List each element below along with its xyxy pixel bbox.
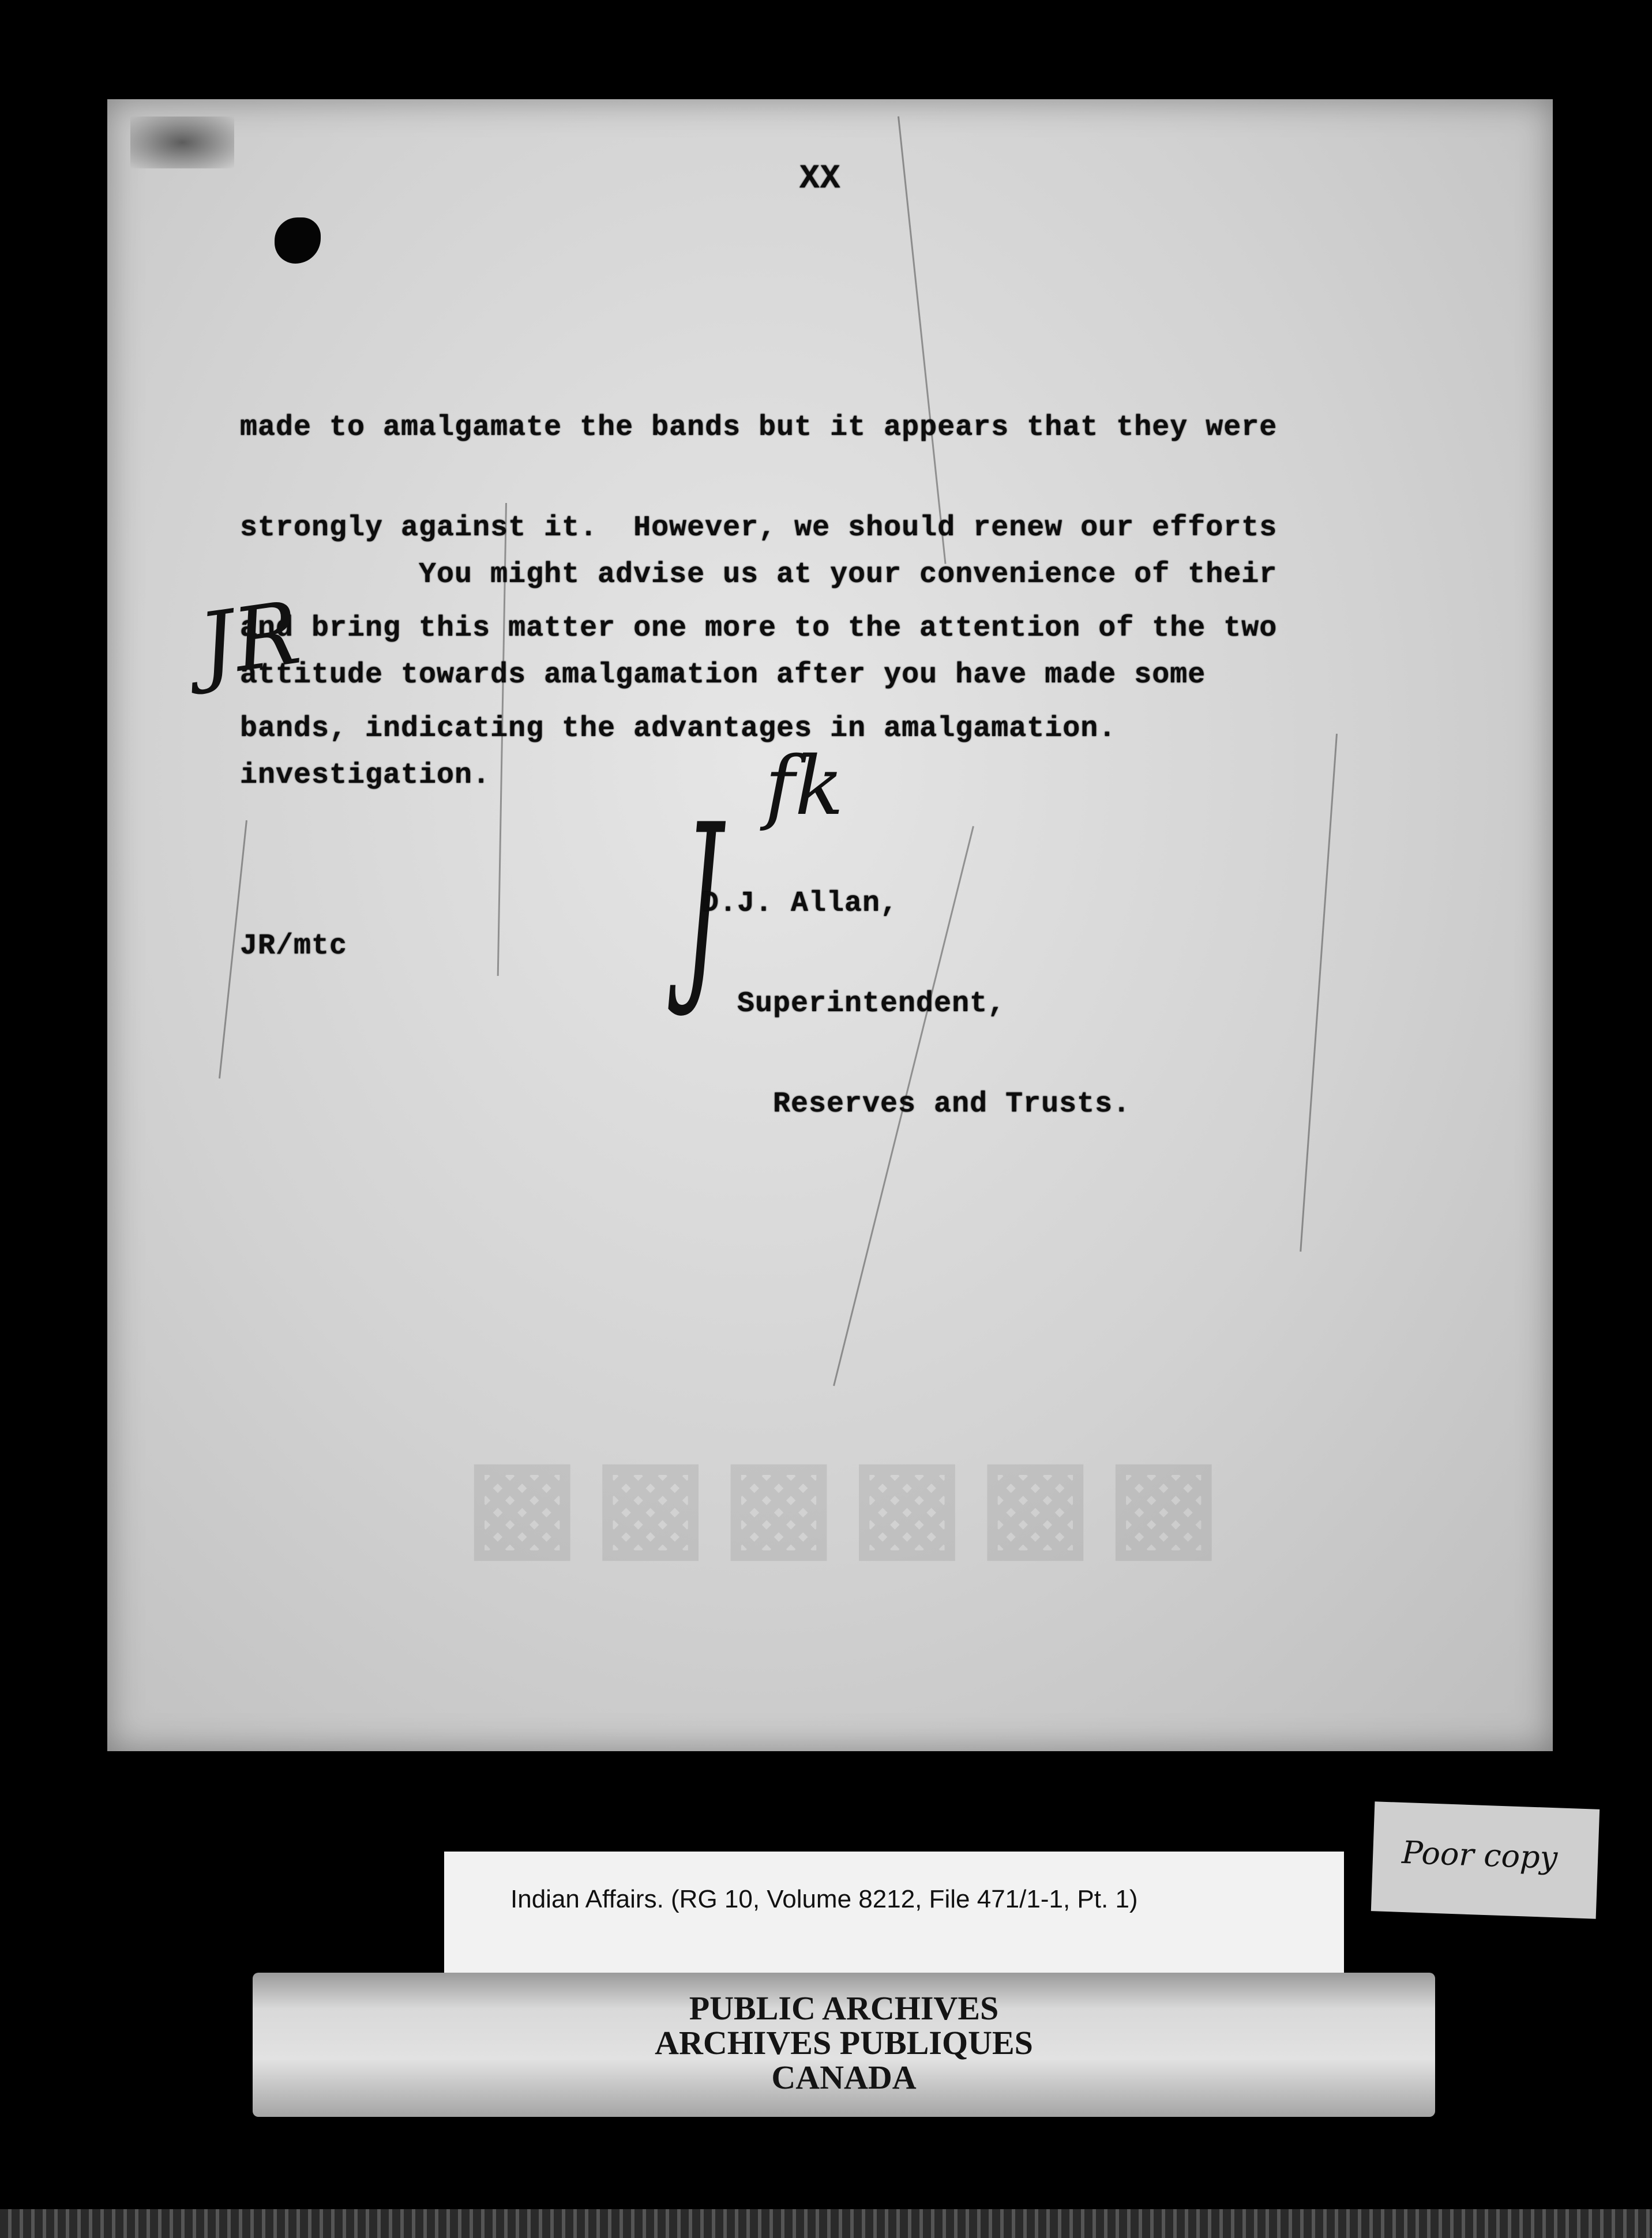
letter-paragraph-2 [240, 491, 1277, 859]
film-strip-edge [0, 2209, 1652, 2238]
stamp-line: CANADA [771, 2059, 917, 2096]
page-number: XX [799, 160, 841, 198]
film-scratch [1300, 734, 1338, 1252]
faint-watermark: ▩▩▩▩▩▩ [465, 1435, 1235, 1570]
text-line: You might advise us at your convenience of their [240, 558, 1278, 591]
signer-department: Reserves and Trusts. [701, 1088, 1131, 1121]
typist-initials: JR/mtc [240, 930, 348, 963]
text-line: strongly against it. However, we should renew our efforts [240, 512, 1278, 545]
text-line: investigation. [240, 759, 491, 792]
stamp-line: ARCHIVES PUBLIQUES [655, 2024, 1033, 2061]
poor-copy-text: Poor copy [1401, 1834, 1559, 1876]
handwritten-signature-initial: fk [765, 739, 844, 833]
text-line: made to amalgamate the bands but it appears that they were [240, 411, 1278, 444]
signature-block [701, 820, 1131, 1188]
archive-reference-label [444, 1852, 1344, 1990]
ink-smudge [130, 117, 234, 168]
archive-reference-text: Indian Affairs. (RG 10, Volume 8212, File 471/1-1, Pt. 1) [510, 1885, 1138, 1913]
archive-stamp [253, 1991, 1435, 2095]
ink-blot [275, 217, 321, 264]
signer-name: D.J. Allan, [701, 887, 899, 920]
signer-title: Superintendent, [701, 987, 1006, 1020]
text-line: bands, indicating the advantages in amalgamation. [240, 712, 1117, 745]
stamp-line: PUBLIC ARCHIVES [689, 1989, 999, 2027]
signature-stroke: J [684, 780, 722, 1022]
text-line: and bring this matter one more to the attention of the two [240, 612, 1278, 645]
handwritten-margin-initial: JR [193, 583, 306, 697]
text-line: attitude towards amalgamation after you have made some [240, 659, 1206, 692]
document-page [107, 99, 1553, 1751]
poor-copy-note [1371, 1801, 1600, 1918]
archive-stamp-band [253, 1973, 1435, 2117]
